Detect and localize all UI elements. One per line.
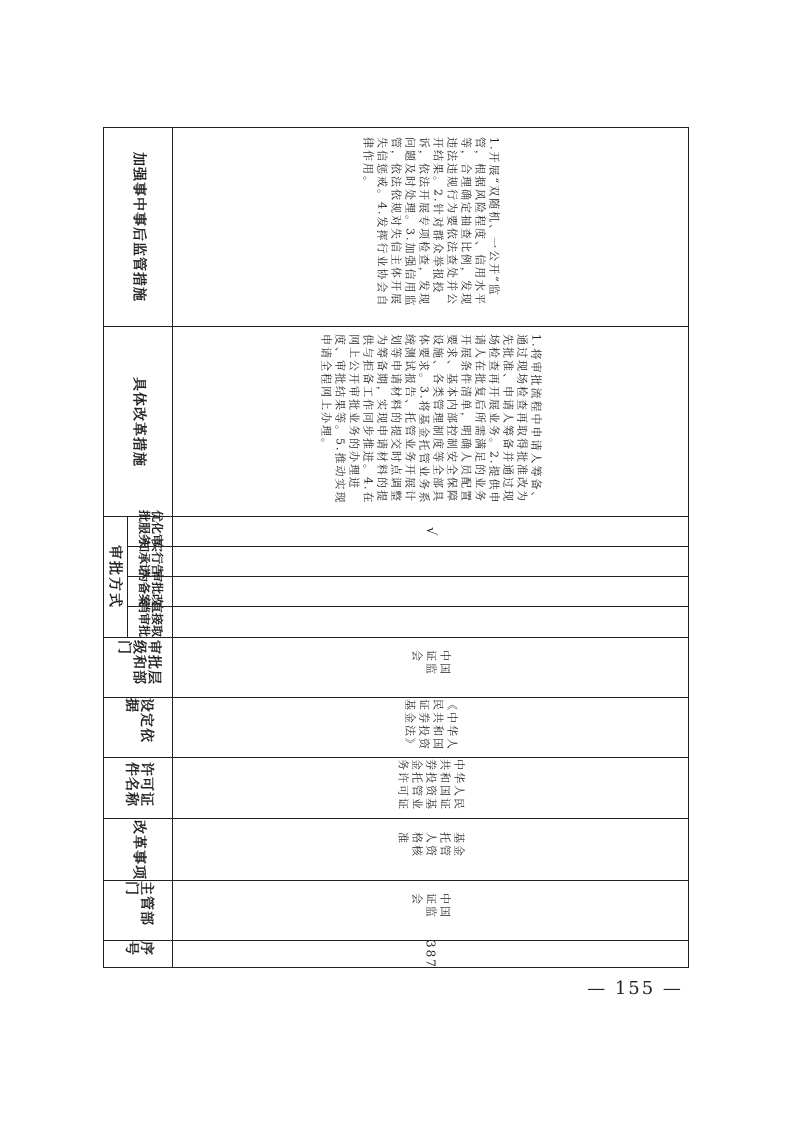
- cell-mode-filing: [173, 577, 688, 606]
- department-text: 中国证监会: [410, 892, 452, 919]
- header-mode-group: [104, 517, 128, 637]
- header-department: [104, 881, 173, 940]
- measures-text: 1.将审批流程中申请人筹备、通过现场检查再取得批准改为先批准、申请人筹备并通过现场检查再开展业务。2.提供申请人在批复后所需满足的业务开展条件清单，明确人员配置要求、基本内部控制安全保障设施、各类管理制度等全部具体要求。3.将基金托管业务系统测试报告、托管业务开展计划等申请材料的提交时点调整为筹备期，实现申请材料的提供与拒备工作同步推进。4.在网上公开审批业务的办理进度、审批结果等。5.推动实现申请全程网上办理。: [319, 333, 543, 504]
- header-mode-cancel-label: 直接取消审批: [137, 600, 164, 637]
- header-mode-cancel: [128, 600, 173, 638]
- cell-serial: [173, 941, 688, 968]
- header-item-label: 改革事项: [130, 819, 147, 880]
- header-supervision: [104, 128, 173, 326]
- cell-department: [173, 881, 688, 940]
- header-supervision-label: 加强事中事后监管措施: [130, 152, 147, 302]
- row-level: [104, 638, 688, 698]
- header-basis-label: 设定依据: [123, 698, 154, 743]
- header-item: [104, 819, 173, 880]
- header-measures: [104, 327, 173, 516]
- cell-license: [173, 758, 688, 818]
- header-mode-group-label: 审批方式: [106, 545, 123, 609]
- header-level: [104, 638, 173, 697]
- subrow-optimize: [128, 509, 688, 547]
- serial-text: 387: [423, 940, 438, 969]
- row-approval-mode: [104, 509, 688, 638]
- cell-basis: [173, 698, 688, 757]
- header-mode-optimize-label: 优化审批服务: [137, 509, 164, 546]
- cell-mode-cancel: [173, 607, 688, 638]
- header-level-label: 审批层级和部门: [115, 639, 162, 685]
- cell-measures: [173, 327, 688, 516]
- cell-mode-notify: [173, 547, 688, 576]
- header-serial-label: 序号: [123, 941, 154, 956]
- cell-item: [173, 819, 688, 880]
- header-serial: [104, 941, 173, 968]
- header-mode-notify-label: 实行告知承诺: [137, 539, 164, 576]
- row-basis: [104, 698, 688, 758]
- header-department-label: 主管部门: [123, 881, 154, 926]
- basis-text: 《中华人民共和国证券投资基金法》: [403, 698, 459, 751]
- reform-table: [103, 127, 689, 968]
- row-department: [104, 881, 688, 941]
- subrow-filing: [128, 569, 688, 607]
- cell-mode-optimize: [173, 517, 688, 546]
- row-item: [104, 819, 688, 881]
- header-mode-filing-label: 审批改为备案: [137, 569, 164, 606]
- header-measures-label: 具体改革措施: [130, 376, 147, 467]
- header-basis: [104, 698, 173, 757]
- supervision-text: 1.开展“双随机、一公开”监管，根据风险程度、信用水平等，合理确定抽查比例，发现违法违规行为要依法查处并公开结果。2.针对群众举报投诉，依法开展专项检查，发现问题及时处理。3.加强信用监管，依法依规对失信主体开展失信惩戒。4.发挥行业协会自律作用。: [361, 137, 501, 308]
- item-text: 基金托管人资格核准: [396, 831, 466, 858]
- row-license: [104, 758, 688, 819]
- header-license: [104, 758, 173, 818]
- license-text: 中华人民共和国证券投资基金托管业务许可证: [396, 759, 466, 811]
- row-measures: [104, 327, 688, 517]
- row-supervision: [104, 128, 688, 327]
- page-number: — 155 —: [587, 978, 683, 999]
- subrow-cancel: [128, 600, 688, 638]
- header-license-label: 许可证件名称: [123, 762, 154, 807]
- subrow-notify: [128, 539, 688, 577]
- cell-supervision: [173, 128, 688, 326]
- level-text: 中国证监会: [410, 649, 452, 676]
- cell-level: [173, 638, 688, 697]
- row-serial: [104, 941, 688, 968]
- checkmark-icon: √: [423, 527, 438, 536]
